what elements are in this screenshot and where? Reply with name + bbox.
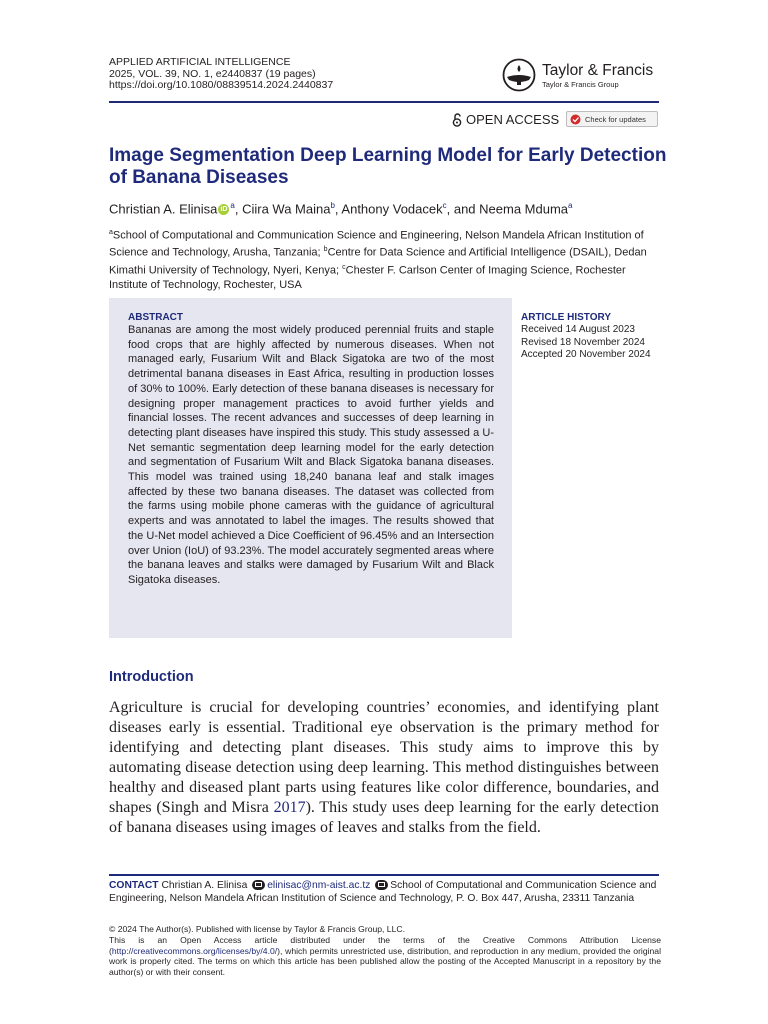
contact-name: Christian A. Elinisa (161, 880, 248, 891)
author-separator: , and (446, 201, 480, 217)
author-name: Neema Mduma (479, 201, 569, 217)
author-name: Ciira Wa Maina (242, 201, 331, 217)
contact-rule (109, 874, 659, 876)
article-history (521, 324, 651, 362)
orcid-icon[interactable]: iD (220, 206, 228, 214)
author-name: Christian A. Elinisa (109, 201, 218, 217)
author-name: Anthony Vodacek (341, 201, 443, 217)
license-link[interactable]: http://creativecommons.org/licenses/by/4.0/ (111, 945, 278, 956)
copyright-line: © 2024 The Author(s). Published with license by Taylor & Francis Group, LLC. (109, 924, 405, 934)
intro-text-part: Agriculture is crucial for developing countries’ economies, and identifying plant diseases early is essential. Traditional eye observation is the primary method for identifying and detecting plant diseases. This study aims to improve this by automating disease detection using deep learning. This method distinguishes between healthy and diseased plant parts using features like color difference, boundaries, and shapes (Singh and Misra (109, 699, 659, 816)
citation-link[interactable]: 2017 (273, 799, 306, 816)
author-affiliation-marker: a (230, 201, 235, 210)
author-separator: , (234, 201, 243, 217)
received-date: Received 14 August 2023 (521, 324, 635, 335)
affiliations (109, 226, 664, 292)
publisher-group: Taylor & Francis Group (542, 80, 619, 89)
abstract-text: Bananas are among the most widely produced perennial fruits and staple food crops that are highly affected by numerous diseases. When not managed early, Fusarium Wilt and Black Sigatoka are two of the most detrimental banana diseases in East Africa, resulting in production losses of 30% to 100%. Early detection of these banana diseases is necessary for designing proper management practices to avoid further yields and financial losses. The recent advances and successes of deep learning in detecting plant diseases have inspired this study. This study assessed a U-Net semantic segmentation deep learning model for the early detection and segmentation of Fusarium Wilt and Black Sigatoka banana diseases. This model was trained using 18,240 banana leaf and stalk images affected by these two banana diseases. The dataset was collected from the farms using mobile phone cameras with the guidance of agricultural experts and was annotated to label the images. The results showed that the U-Net model achieved a Dice Coefficient of 96.45% and an Intersection over Union (IoU) of 93.23%. The model accurately segmented areas where the banana leaves and stalks were damaged by Fusarium Wilt and Black Sigatoka diseases. (128, 324, 494, 586)
open-access-label: OPEN ACCESS (466, 112, 560, 127)
check-updates-icon (570, 114, 581, 125)
affiliation-marker: c (342, 263, 346, 271)
contact-address: School of Computational and Communication Science and Engineering, Nelson Mandela African Institution of Science and Technology, P. O. Box 447, Arusha, 23311 Tanzania (109, 880, 657, 904)
author-affiliation-marker: b (330, 201, 335, 210)
affiliation-text: School of Computational and Communication Science and Engineering, Nelson Mandela African Institution of Science and Technology, Arusha, Tanzania; (109, 229, 644, 259)
introduction-paragraph (109, 698, 659, 838)
author-list (109, 198, 669, 217)
affiliation-text: Centre for Data Science and Artificial Intelligence (DSAIL), Dedan Kimathi University of Technology, Nyeri, Kenya; (109, 246, 647, 277)
contact-info (109, 880, 661, 905)
intro-text-part: ). This study uses deep learning for the early detection of banana diseases using images of leaves and stalks from the field. (109, 799, 660, 836)
publisher-logo[interactable] (500, 58, 660, 94)
journal-header (109, 57, 333, 92)
oil-lamp-icon (500, 58, 538, 92)
affiliation-marker: a (109, 229, 113, 236)
check-updates-button[interactable] (566, 111, 658, 127)
license-text-part: ), which permits unrestricted use, distribution, and reproduction in any medium, provided the original work is properly cited. The terms on which this article has been published allow the posting of the Accepted Manuscript in a repository by the author(s) or with their consent. (109, 945, 661, 978)
author-affiliation-marker: a (568, 201, 573, 210)
doi-link[interactable]: https://doi.org/10.1080/08839514.2024.2440837 (109, 79, 334, 91)
publisher-name: Taylor & Francis (542, 62, 654, 79)
address-icon (375, 880, 388, 890)
open-access-badge (452, 112, 559, 127)
email-icon (252, 880, 265, 890)
affiliation-marker: b (323, 246, 328, 254)
article-title: Image Segmentation Deep Learning Model for Early Detection of Banana Diseases (109, 145, 667, 188)
open-lock-icon (452, 113, 462, 127)
license-block (109, 924, 661, 978)
article-history-heading: ARTICLE HISTORY (521, 312, 612, 323)
header-rule (109, 101, 659, 103)
author-affiliation-marker: c (442, 201, 447, 210)
journal-name: APPLIED ARTIFICIAL INTELLIGENCE (109, 56, 291, 68)
volume-info: 2025, VOL. 39, NO. 1, e2440837 (19 pages) (109, 67, 316, 80)
check-updates-label: Check for updates (585, 114, 646, 124)
contact-email[interactable]: elinisac@nm-aist.ac.tz (267, 880, 371, 891)
accepted-date: Accepted 20 November 2024 (521, 349, 651, 360)
license-text (109, 935, 661, 978)
author-separator: , (334, 201, 342, 217)
contact-label: CONTACT (109, 880, 159, 891)
affiliation-text: Chester F. Carlson Center of Imaging Science, Rochester Institute of Technology, Rochester, USA (109, 264, 626, 291)
license-text-part: This is an Open Access article distributed under the terms of the Creative Commons Attribution License ( (109, 934, 661, 956)
revised-date: Revised 18 November 2024 (521, 336, 645, 348)
introduction-heading: Introduction (109, 669, 194, 685)
abstract-heading: ABSTRACT (128, 312, 183, 323)
